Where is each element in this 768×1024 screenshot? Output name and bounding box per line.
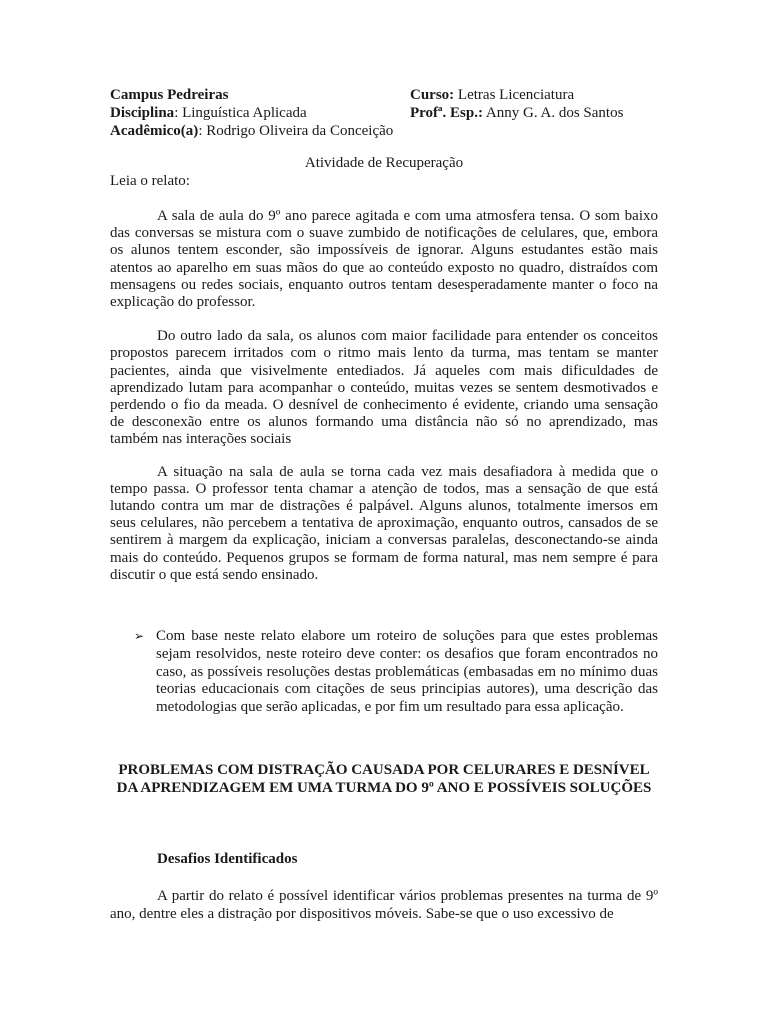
paragraph-3: A situação na sala de aula se torna cada vez mais desafiadora à medida que o tempo passa. O professor tenta chamar a atenção de todos, mas a sensação de que está lutando contra um mar de distrações é palpável. Alguns alunos, totalmente imersos em seus celulares, não percebem a tentativa de aproximação, enquanto outros, cansados de se sentirem à margem da explicação, iniciam a conversas paralelas, desconectando-se ainda mais do conteúdo. Pequenos grupos se formam de forma natural, mas nem sempre é para discutir o que está sendo ensinado. [110,463,658,583]
instruction-text: Com base neste relato elabore um roteiro de soluções para que estes problemas sejam resolvidos, neste roteiro deve conter: os desafios que foram encontrados no caso, as possíveis resoluções destas problemáticas (embasadas em no mínimo duas teorias educacionais com citações de seus principias autores), uma descrição das metodologias que serão aplicadas, e por fim um resultado para essa aplicação. [156,628,658,716]
curso-value: Letras Licenciatura [457,87,575,103]
instruction-bullet [110,628,658,717]
document-page [110,86,658,923]
disciplina-cell [110,104,410,122]
prof-value: Anny G. A. dos Santos [485,105,624,121]
disciplina-label: Disciplina [110,105,175,121]
prof-cell [410,104,658,122]
header-row-1 [110,86,658,104]
campus-label: Campus Pedreiras [110,87,229,103]
intro-text: Leia o relato: [110,173,190,189]
curso-label: Curso: [410,87,455,103]
prof-label: Profª. Esp.: [410,105,483,121]
disciplina-value: : Linguística Aplicada [174,105,307,121]
campus-cell [110,86,410,104]
paragraph-2: Do outro lado da sala, os alunos com maior facilidade para entender os conceitos propostos parecem irritados com o ritmo mais lento da turma, mas tentam se manter pacientes, ainda que visivelmente entediados. Já aqueles com mais dificuldades de aprendizado lutam para acompanhar o conteúdo, muitas vezes se sentem desmotivados e perdendo o fio da meada. O desnível de conhecimento é evidente, criando uma sensação de desconexão entre os alunos formando uma distância não só no aprendizado, mas também nas interações sociais [110,328,658,448]
final-paragraph: A partir do relato é possível identificar vários problemas presentes na turma de 9º ano, dentre eles a distração por dispositivos móveis. Sabe-se que o uso excessivo de [110,888,658,923]
activity-title: Atividade de Recuperação [304,155,464,171]
header-row-2 [110,104,658,122]
academico-value: : Rodrigo Oliveira da Conceição [198,123,394,139]
curso-cell [410,86,658,104]
paragraph-1: A sala de aula do 9º ano parece agitada e com uma atmosfera tensa. O som baixo das conversas se mistura com o suave zumbido de notificações de celulares, que, embora os alunos tentem esconder, são impossíveis de ignorar. Alguns estudantes estão mais atentos ao aparelho em suas mãos do que ao conteúdo exposto no quadro, distraídos com mensagens ou redes sociais, enquanto outros tentam desesperadamente manter o foco na explicação do professor. [110,208,658,311]
academico-label: Acadêmico(a) [110,123,199,139]
section-title: PROBLEMAS COM DISTRAÇÃO CAUSADA POR CELURARES E DESNÍVEL DA APRENDIZAGEM EM UMA TURMA DO 9º ANO E POSSÍVEIS SOLUÇÕES [116,762,652,797]
header-row-3 [110,122,658,140]
subheading: Desafios Identificados [157,851,298,868]
arrow-bullet-icon: ➢ [134,629,145,644]
